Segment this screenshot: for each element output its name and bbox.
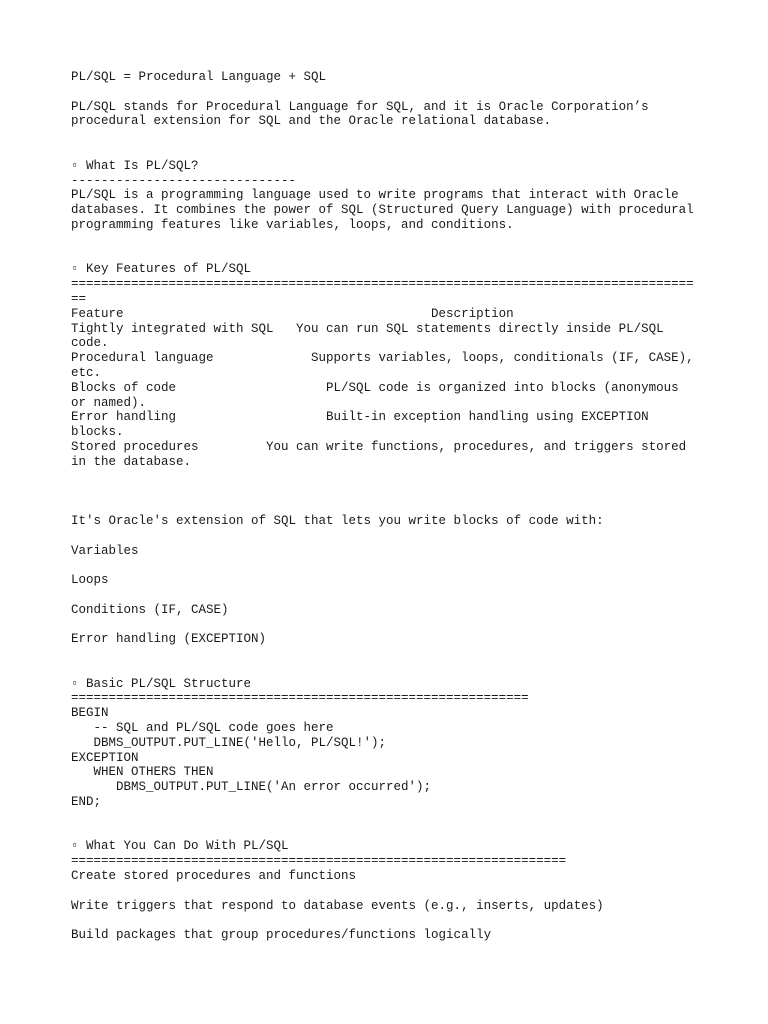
list-item: Write triggers that respond to database events (e.g., inserts, updates) <box>71 898 604 913</box>
code-line: DBMS_OUTPUT.PUT_LINE('An error occurred'); <box>71 780 432 795</box>
list-item: Loops <box>71 573 109 588</box>
code-line: -- SQL and PL/SQL code goes here <box>71 721 334 736</box>
intro-line: procedural extension for SQL and the Oracle relational database. <box>71 114 552 129</box>
blank-line <box>71 647 711 662</box>
code-line: END; <box>71 795 102 810</box>
feature-table-row: in the database. <box>71 454 192 469</box>
code-line: EXCEPTION <box>71 750 139 765</box>
blank-line <box>71 144 711 159</box>
document-page <box>71 70 711 943</box>
code-line: WHEN OTHERS THEN <box>71 765 214 780</box>
blank-line <box>71 617 711 632</box>
section-rule: ================================================================== <box>71 854 567 869</box>
blank-line <box>71 248 711 263</box>
extension-lead: It's Oracle's extension of SQL that lets you write blocks of code with: <box>71 513 604 528</box>
title-line: PL/SQL = Procedural Language + SQL <box>71 70 327 84</box>
feature-table-row: blocks. <box>71 425 124 440</box>
intro-line: PL/SQL stands for Procedural Language for SQL, and it is Oracle Corporation’s <box>71 99 649 114</box>
section-heading-what-is: ▫ What Is PL/SQL? <box>71 158 199 173</box>
section-rule: ------------------------------ <box>71 173 297 188</box>
blank-line <box>71 884 711 899</box>
section-heading-key-features: ▫ Key Features of PL/SQL <box>71 262 252 277</box>
blank-line <box>71 499 711 514</box>
feature-table-row: Error handling Built-in exception handling using EXCEPTION <box>71 410 649 425</box>
blank-line <box>71 470 711 485</box>
feature-table-row: Stored procedures You can write functions, procedures, and triggers stored <box>71 439 687 454</box>
list-item: Conditions (IF, CASE) <box>71 602 229 617</box>
paragraph-line: programming features like variables, loops, and conditions. <box>71 217 514 232</box>
section-rule: ============================================================= <box>71 691 529 706</box>
blank-line <box>71 662 711 677</box>
section-heading-can-do: ▫ What You Can Do With PL/SQL <box>71 839 289 854</box>
paragraph-line: databases. It combines the power of SQL (Structured Query Language) with procedural <box>71 203 694 218</box>
list-item: Error handling (EXCEPTION) <box>71 632 267 647</box>
blank-line <box>71 484 711 499</box>
code-line: BEGIN <box>71 706 109 721</box>
feature-table-row: or named). <box>71 395 147 410</box>
paragraph-line: PL/SQL is a programming language used to write programs that interact with Oracle <box>71 188 679 203</box>
blank-line <box>71 558 711 573</box>
section-heading-structure: ▫ Basic PL/SQL Structure <box>71 676 252 691</box>
feature-table-row: Tightly integrated with SQL You can run SQL statements directly inside PL/SQL <box>71 321 664 336</box>
feature-table-row: Blocks of code PL/SQL code is organized into blocks (anonymous <box>71 380 679 395</box>
blank-line <box>71 913 711 928</box>
blank-line <box>71 529 711 544</box>
feature-table-header: Feature Description <box>71 306 514 321</box>
section-rule: == <box>71 291 87 306</box>
section-rule: =================================================================================== <box>71 277 694 292</box>
blank-line <box>71 85 711 100</box>
list-item: Create stored procedures and functions <box>71 869 357 884</box>
list-item: Build packages that group procedures/functions logically <box>71 928 492 943</box>
blank-line <box>71 588 711 603</box>
blank-line <box>71 129 711 144</box>
feature-table-row: code. <box>71 336 109 351</box>
feature-table-row: Procedural language Supports variables, loops, conditionals (IF, CASE), <box>71 351 694 366</box>
list-item: Variables <box>71 543 139 558</box>
blank-line <box>71 810 711 825</box>
blank-line <box>71 825 711 840</box>
feature-table-row: etc. <box>71 365 102 380</box>
blank-line <box>71 233 711 248</box>
code-line: DBMS_OUTPUT.PUT_LINE('Hello, PL/SQL!'); <box>71 735 387 750</box>
